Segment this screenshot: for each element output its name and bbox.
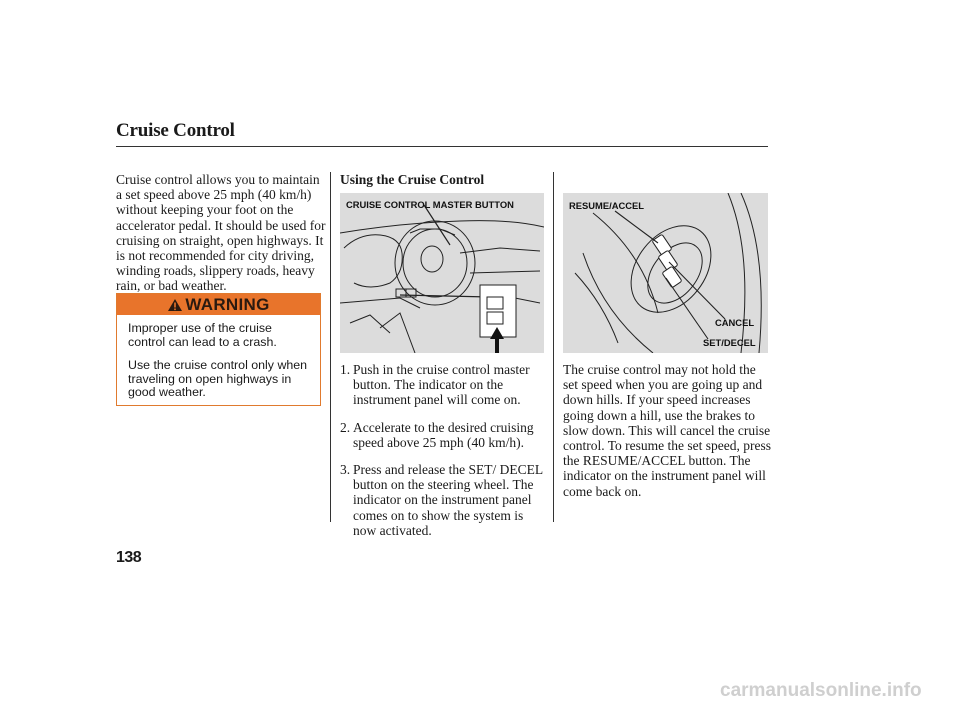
watermark: carmanualsonline.info <box>720 680 922 701</box>
intro-paragraph: Cruise control allows you to maintain a set speed above 25 mph (40 km/h) without keeping your foot on the accelerator pedal. It should be used for cruising on straight, open highways. It is not recommended for city driving, winding roads, slippery roads, heavy rain, or bad weather. <box>116 172 326 294</box>
page-title: Cruise Control <box>116 120 235 141</box>
title-divider <box>116 146 768 147</box>
master-button-callout: CRUISE CONTROL MASTER BUTTON <box>346 199 514 210</box>
page-number: 138 <box>116 549 142 566</box>
hills-paragraph: The cruise control may not hold the set speed when you are going up and down hills. If your speed increases going down a hill, use the brakes to slow down. This will cancel the cruise control. To resume the set speed, press the RESUME/ACCEL button. The indicator on the instrument panel will come back on. <box>563 362 772 499</box>
step-text: Push in the cruise control master button. The indicator on the instrument panel will come on. <box>353 362 530 408</box>
warning-line: Improper use of the cruise control can lead to a crash. <box>128 321 277 349</box>
step-number: 3. <box>340 462 351 478</box>
column-divider-left <box>330 172 331 522</box>
resume-accel-callout: RESUME/ACCEL <box>569 200 645 211</box>
steps-list <box>340 362 545 550</box>
step-text: Accelerate to the desired cruising speed above 25 mph (40 km/h). <box>353 419 534 450</box>
column-divider-right <box>553 172 554 522</box>
dashboard-figure <box>340 193 544 353</box>
section-subheading: Using the Cruise Control <box>340 172 485 187</box>
warning-label: WARNING <box>185 294 270 314</box>
steering-wheel-figure <box>563 193 768 353</box>
step-number: 2. <box>340 419 351 435</box>
set-decel-callout: SET/DECEL <box>703 337 756 348</box>
cancel-callout: CANCEL <box>715 317 755 328</box>
step-item <box>340 420 545 450</box>
warning-triangle-icon <box>167 298 183 312</box>
warning-body <box>117 315 320 400</box>
step-item <box>340 362 545 408</box>
warning-box <box>116 293 321 406</box>
warning-header <box>117 294 320 315</box>
dashboard-illustration <box>340 193 544 353</box>
step-number: 1. <box>340 362 351 377</box>
warning-line: Use the cruise control only when traveling on open highways in good weather. <box>128 358 308 400</box>
steering-illustration <box>563 193 768 353</box>
step-text: Press and release the SET/ DECEL button on the steering wheel. The indicator on the instrument panel comes on to show the system is now activated. <box>353 462 543 538</box>
step-item <box>340 462 545 538</box>
